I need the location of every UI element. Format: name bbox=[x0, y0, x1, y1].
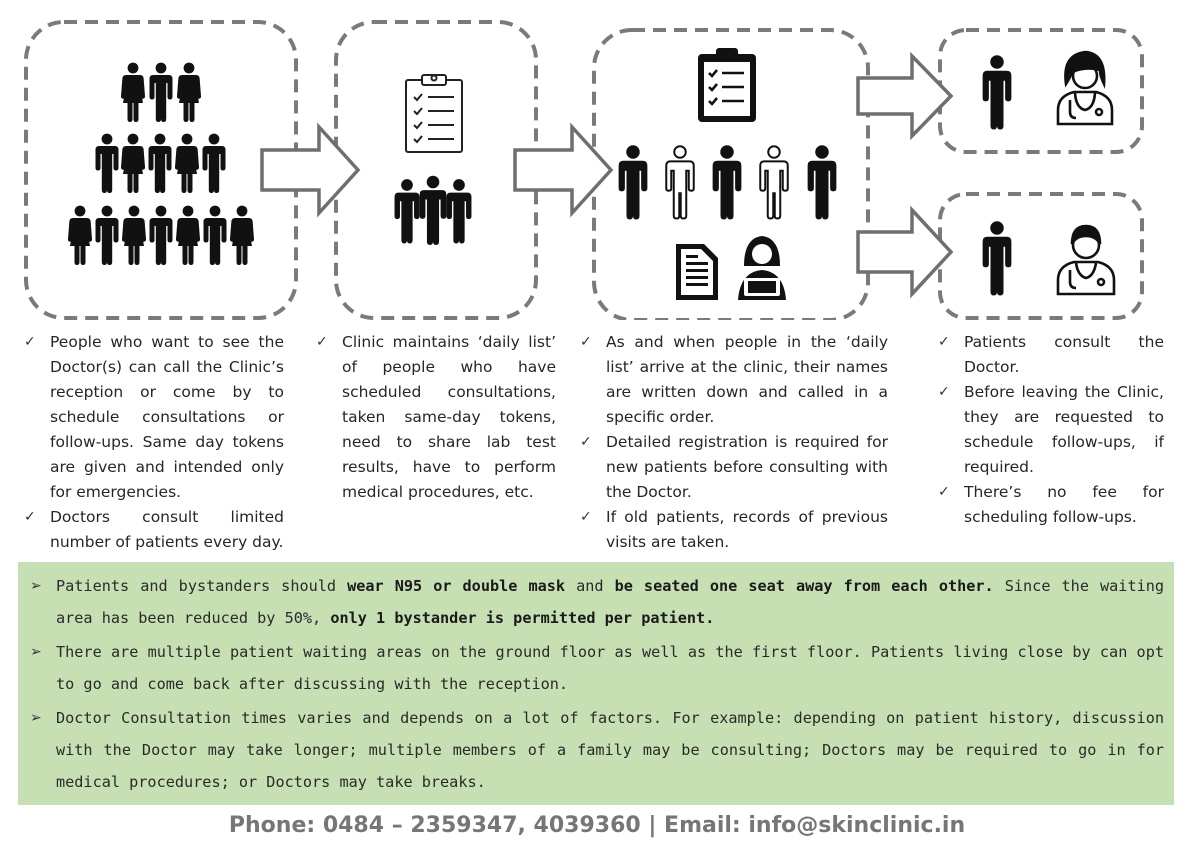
box-consult-bottom bbox=[940, 194, 1142, 318]
flow-diagram bbox=[0, 0, 1194, 320]
contact-info: Phone: 0484 – 2359347, 4039360 | Email: info@skinclinic.in bbox=[228, 813, 966, 838]
flow-arrow-icon bbox=[858, 210, 951, 294]
female-doctor-icon bbox=[1058, 52, 1112, 124]
step3-item: ✓ Detailed registration is required for new patients before consulting with the Doctor. bbox=[578, 430, 888, 505]
clipboard-checklist-icon bbox=[698, 48, 756, 122]
step2-item: ✓ Clinic maintains ‘daily list’ of people who have scheduled consultations, taken same-day tokens, need to share lab test results, have to perform medical procedures, etc. bbox=[314, 330, 556, 505]
step4-item: ✓ There’s no fee for scheduling follow-ups. bbox=[936, 480, 1164, 530]
receptionist-icon bbox=[738, 236, 786, 300]
note-item: ➢ Patients and bystanders should wear N95 or double mask and be seated one seat away from each other. Since the waiting area has been reduced by 50%, only 1 bystander is permitted per patient. bbox=[30, 570, 1164, 634]
note-item: ➢ There are multiple patient waiting areas on the ground floor as well as the first floor. Patients living close by can opt to go and come back after discussing with the reception. bbox=[30, 636, 1164, 700]
document-icon bbox=[676, 244, 718, 300]
flow-arrow-icon bbox=[515, 127, 611, 213]
patient-icon bbox=[983, 55, 1012, 129]
step3-item: ✓ As and when people in the ‘daily list’ arrive at the clinic, their names are written down and called in a specific order. bbox=[578, 330, 888, 430]
flow-arrow-icon bbox=[858, 56, 951, 136]
step4-description bbox=[936, 330, 1164, 530]
flow-arrow-icon bbox=[262, 127, 358, 213]
step2-description bbox=[314, 330, 556, 505]
clipboard-checklist-icon bbox=[406, 75, 462, 152]
safety-notes-panel bbox=[18, 562, 1174, 805]
patient-icon bbox=[983, 221, 1012, 295]
note-item: ➢ Doctor Consultation times varies and depends on a lot of factors. For example: depending on patient history, discussion with the Doctor may take longer; multiple members of a family may be consulting; Doctors may be required to go in for medical procedures; or Doctors may take breaks. bbox=[30, 702, 1164, 798]
step4-item: ✓ Patients consult the Doctor. bbox=[936, 330, 1164, 380]
step1-item: ✓ Doctors consult limited number of patients every day. bbox=[22, 505, 284, 555]
step1-item: ✓ People who want to see the Doctor(s) can call the Clinic’s reception or come by to schedule consultations or follow-ups. Same day tokens are given and intended only for emergencies. bbox=[22, 330, 284, 505]
step4-item: ✓ Before leaving the Clinic, they are requested to schedule follow-ups, if required. bbox=[936, 380, 1164, 480]
box-daily-list bbox=[336, 22, 536, 318]
patient-group-icon bbox=[395, 176, 472, 245]
box-consult-top bbox=[940, 30, 1142, 152]
step3-description bbox=[578, 330, 888, 555]
step3-item: ✓ If old patients, records of previous visits are taken. bbox=[578, 505, 888, 555]
crowd-pyramid-icon bbox=[68, 63, 254, 265]
patient-queue-icon bbox=[619, 145, 837, 219]
male-doctor-icon bbox=[1058, 226, 1114, 294]
step1-description bbox=[22, 330, 284, 555]
flow-diagram-svg bbox=[0, 0, 1194, 320]
